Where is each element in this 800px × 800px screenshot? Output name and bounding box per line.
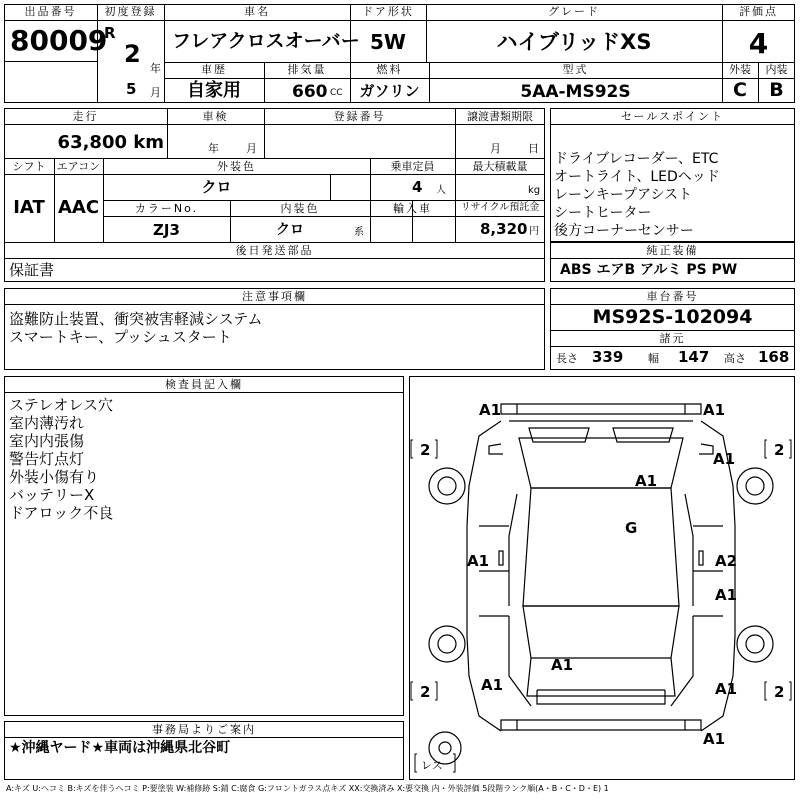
lot-number: 80009 (10, 24, 108, 57)
fuel: ガソリン (359, 82, 420, 100)
load-unit: kg (528, 185, 541, 196)
spare-tire: レス (421, 759, 443, 772)
note-line: 盗難防止装置、衝突被害軽減システム (9, 310, 263, 328)
car-name-label: 車名 (244, 5, 270, 18)
height: 168 (758, 348, 790, 366)
ac-label: エアコン (56, 160, 101, 173)
inspector-line: 室内内張傷 (9, 432, 85, 450)
ext-label: 外装 (729, 63, 751, 76)
inspector-line: バッテリーX (9, 486, 95, 504)
later-parts: 保証書 (9, 261, 55, 279)
capacity: 4 (412, 178, 423, 196)
door-type: 5W (370, 30, 406, 54)
recycle-fee: 8,320 (480, 220, 528, 238)
capacity-unit: 人 (436, 185, 446, 196)
legend: A:キズ U:ヘコミ B:キズを伴うヘコミ P:要塗装 W:補修跡 S:錆 C:腐食 G:フロントガラス点キズ XX:交換済み X:要交換 内・外装評価 5段階ランク順(A・B・C・D・E) 1 (6, 784, 609, 793)
int-color-unit: 系 (354, 227, 364, 238)
tire-tread: 2 (420, 441, 431, 459)
reg-year: 2 (124, 40, 141, 68)
car-diagram (409, 376, 795, 780)
int-color-label: 内装色 (280, 202, 320, 215)
displacement: 660 (292, 82, 328, 102)
color-no: ZJ3 (153, 221, 180, 239)
damage-mark: A1 (703, 401, 726, 419)
recycle-label: リサイクル預託金 (460, 202, 540, 213)
dims-label: 諸元 (659, 332, 686, 345)
damage-mark: A1 (551, 656, 574, 674)
ext-grade: C (733, 79, 747, 101)
insp-year-unit: 年 (208, 142, 219, 155)
damage-mark: A1 (703, 730, 726, 748)
score-label: 評価点 (739, 5, 778, 18)
sales-point-list (554, 150, 720, 240)
damage-mark: A1 (467, 552, 490, 570)
year-unit: 年 (150, 62, 161, 75)
tire-tread: 2 (774, 683, 785, 701)
color-label: 外装色 (217, 160, 256, 173)
first-reg-label: 初度登録 (104, 5, 157, 18)
equipment: ABS エアB アルミ PS PW (560, 262, 738, 278)
deadline-label: 譲渡書類期限 (467, 110, 533, 123)
month-unit: 月 (150, 86, 161, 99)
height-label: 高さ (724, 352, 746, 365)
int-grade: B (769, 79, 784, 101)
inspector-line: 外装小傷有り (9, 468, 100, 486)
later-parts-label: 後日発送部品 (235, 244, 314, 257)
notes-list (9, 310, 263, 346)
damage-mark: A2 (715, 552, 738, 570)
int-label: 内装 (765, 63, 788, 76)
inspection-label: 車検 (202, 110, 229, 123)
damage-mark: A1 (481, 676, 504, 694)
note-line: スマートキー、プッシュスタート (9, 328, 232, 346)
door-label: ドア形状 (362, 5, 414, 18)
damage-mark: A1 (715, 680, 738, 698)
damage-mark: A1 (715, 586, 738, 604)
office-label: 事務局よりご案内 (152, 723, 256, 736)
era: R (104, 24, 116, 42)
grade-label: グレード (548, 5, 600, 18)
recycle-unit: 円 (529, 226, 539, 237)
office-notice: ★沖縄ヤード★車両は沖縄県北谷町 (9, 740, 231, 756)
tire-tread: 2 (420, 683, 431, 701)
width-label: 幅 (648, 352, 659, 365)
model: 5AA-MS92S (520, 82, 631, 102)
damage-mark: A1 (635, 472, 658, 490)
damage-mark: G (625, 519, 638, 537)
history: 自家用 (187, 80, 241, 101)
score: 4 (748, 27, 769, 60)
inspector-list (9, 396, 113, 522)
sales-item: レーンキープアシスト (554, 187, 693, 203)
notes-label: 注意事項欄 (242, 290, 307, 303)
disp-label: 排気量 (287, 63, 327, 76)
equipment-label: 純正装備 (646, 244, 699, 257)
sales-item: オートライト、LEDヘッド (554, 169, 720, 185)
damage-mark: A1 (479, 401, 502, 419)
grade: ハイブリッドXS (496, 30, 652, 54)
int-color: クロ (276, 222, 304, 238)
load-label: 最大積載量 (472, 160, 528, 173)
mileage: 63,800 km (57, 132, 164, 153)
inspector-line: ステレオレス穴 (9, 396, 113, 414)
width: 147 (678, 348, 710, 366)
inspector-label: 検査員記入欄 (165, 378, 243, 391)
mileage-label: 走行 (72, 110, 99, 123)
reg-month: 5 (126, 80, 137, 98)
capacity-label: 乗車定員 (390, 160, 435, 173)
chassis-number: MS92S-102094 (592, 306, 753, 328)
damage-mark: A1 (713, 450, 736, 468)
shift: IAT (13, 197, 45, 218)
import-label: 輸入車 (393, 202, 432, 215)
disp-unit: CC (330, 88, 343, 98)
color-no-label: カラーNo. (134, 202, 199, 215)
inspector-line: ドアロック不良 (9, 504, 114, 522)
sales-point-label: セールスポイント (620, 110, 724, 123)
tire-tread: 2 (774, 441, 785, 459)
length-label: 長さ (556, 352, 578, 365)
fuel-label: 燃料 (376, 63, 403, 76)
ac: AAC (57, 197, 100, 218)
length: 339 (592, 348, 624, 366)
inspector-line: 警告灯点灯 (9, 450, 85, 468)
deadline-day-unit: 日 (528, 142, 539, 155)
chassis-label: 車台番号 (646, 290, 699, 303)
inspector-line: 室内薄汚れ (9, 414, 85, 432)
sales-item: ドライブレコーダー、ETC (554, 151, 719, 167)
color: クロ (201, 178, 232, 196)
history-label: 車歴 (201, 63, 227, 76)
insp-month-unit: 月 (246, 142, 257, 155)
reg-number-label: 登録番号 (333, 110, 386, 123)
model-label: 型式 (562, 63, 589, 76)
deadline-month-unit: 月 (490, 142, 501, 155)
sales-item: 後方コーナーセンサー (554, 223, 694, 239)
car-name: フレアクロスオーバー (172, 30, 360, 52)
sales-item: シートヒーター (554, 205, 652, 221)
shift-label: シフト (12, 160, 46, 173)
lot-label: 出品番号 (24, 5, 77, 18)
